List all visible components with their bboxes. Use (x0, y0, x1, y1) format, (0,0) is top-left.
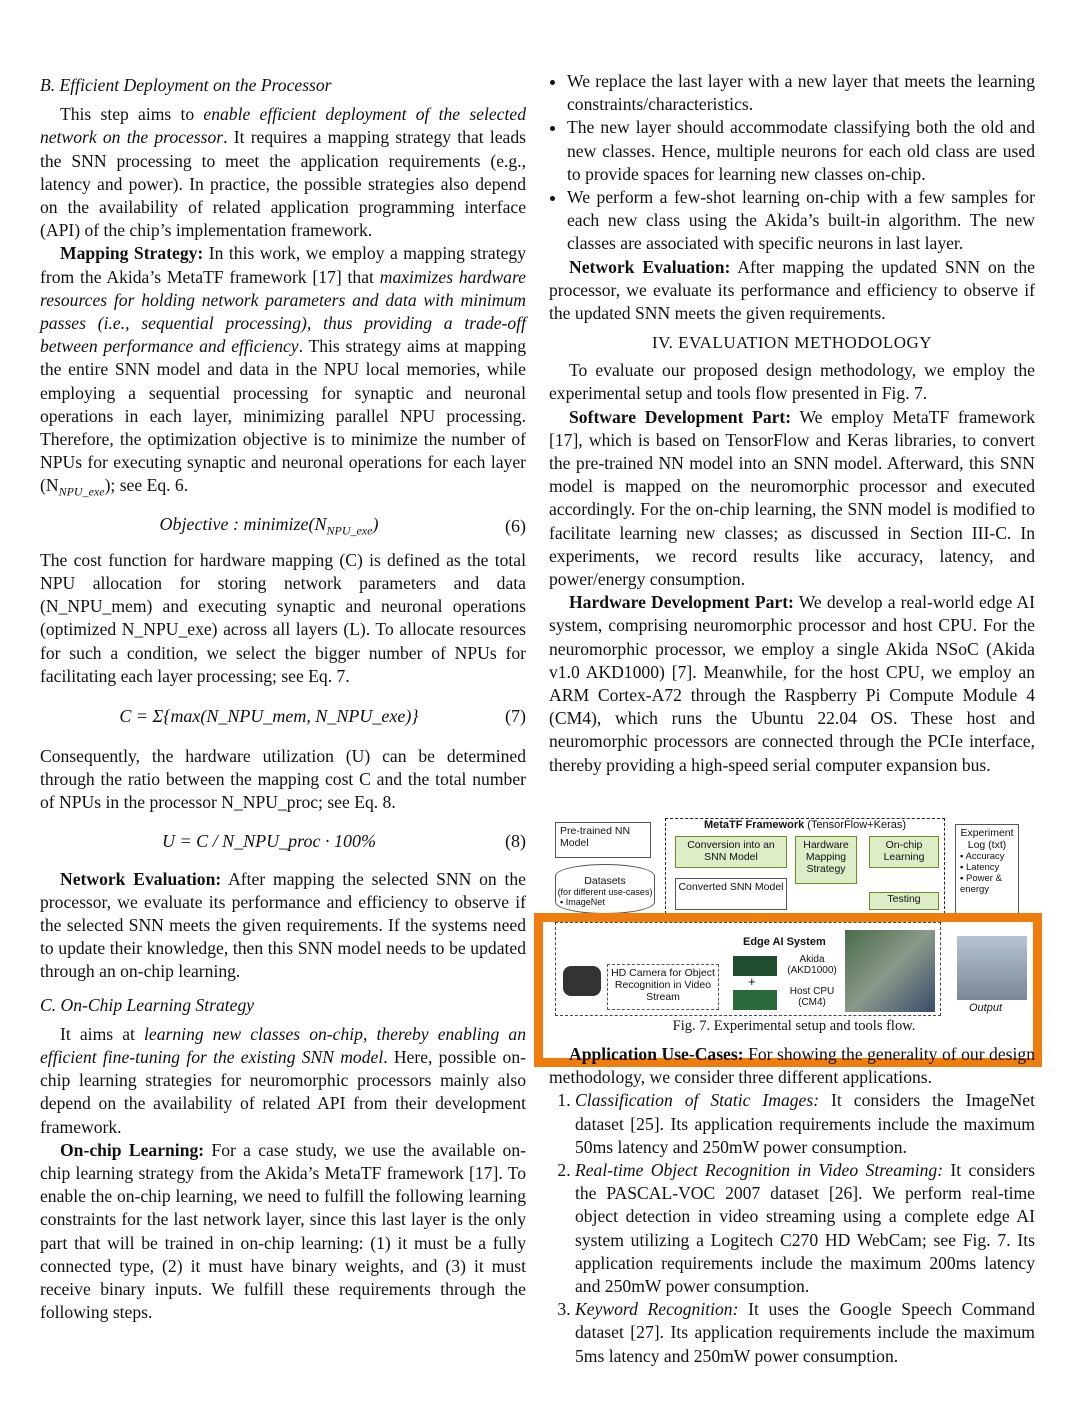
list-item: • We replace the last layer with a new layer that meets the learning constraints/characteristics. (567, 70, 1035, 116)
para-use-cases: Application Use-Cases: For showing the generality of our design methodology, we consider three different applications. (549, 1044, 1035, 1088)
list-item: • The new layer should accommodate classifying both the old and new classes. Hence, multiple neurons for each old class are used to provide spaces for learning new classes on-chip. (567, 116, 1035, 186)
left-column (40, 70, 526, 1324)
right-column-bottom (549, 1043, 1035, 1368)
system-photo (845, 930, 935, 1012)
plus-sign: + (748, 974, 756, 989)
figure-7 (553, 818, 1035, 1044)
steps-list (549, 70, 1035, 256)
output-photo (957, 936, 1027, 1000)
akida-label: Akida (AKD1000) (787, 954, 837, 976)
edge-ai-title: Edge AI System (743, 936, 826, 948)
para-onchip-strategy: It aims at learning new classes on-chip, thereby enabling an efficient fine-tuning for the existing SNN model. Here, possible on-chip learning strategies for neuromorphic processors mainly also depend on the availability of related API from their development framework. (40, 1023, 527, 1137)
output-label: Output (969, 1002, 1003, 1014)
equation-6: Objective : $minimize(N_{NPU\_exe})$ (6) (159, 514, 526, 538)
list-item: • We perform a few-shot learning on-chip with a few samples for each new class using the Akida’s built-in algorithm. The new classes are associated with specific neurons in last layer. (567, 186, 1035, 256)
testing-box: Testing (869, 892, 939, 910)
para-mapping-strategy: Mapping Strategy: In this work, we employ a mapping strategy from the Akida’s MetaTF framework [17] that maximizes hardware resources for holding network parameters and data with minimum passes (i.e., sequential processing), thus providing a trade-off between performance and efficiency. This strategy aims at mapping the entire SNN model and data in the NPU local memories, while employing a sequential processing for synaptic and neuronal operations in each layer, minimizing parallel NPU processing. Therefore, the optimization objective is to minimize the number of NPUs for executing synaptic and neuronal operations for each layer $(N_{NPU\_exe})$; see Eq. 6. (40, 243, 526, 499)
pretrained-box: Pre-trained NN Model (555, 822, 651, 858)
para-hardware: Hardware Development Part: We develop a real-world edge AI system, comprising neuromorphic processor and host CPU. For the neuromorphic processor, we employ a single Akida NSoC (Akida v1.0 AKD1000) [7]. Meanwhile, for the host CPU, we employ an ARM Cortex-A72 through the Raspberry Pi Compute Module 4 (CM4), which runs the Ubuntu 22.04 OS. These host and neuromorphic processors are connected through the PCIe interface, thereby providing a high-speed serial computer expansion bus. (549, 592, 1035, 775)
section-c-title: C. On-Chip Learning Strategy (40, 994, 255, 1015)
webcam-icon (563, 966, 601, 996)
converted-box: Converted SNN Model (675, 878, 787, 910)
equation-8: U = C / N_NPU_proc · 100% (8) (162, 830, 526, 851)
para-software: Software Development Part: We employ MetaTF framework [17], which is based on TensorFlow and Keras libraries, to convert the pre-trained NN model into an SNN model. Afterward, this SNN model is mapped on the neuromorphic processor and executed accordingly. For the on-chip learning, the SNN model is modified to facilitate learning new classes; as discussed in Section III-C. In experiments, we record results like accuracy, latency, and power/energy consumption. (549, 406, 1035, 590)
para-onchip-learning: On-chip Learning: For a case study, we use the available on-chip learning strategy from the Akida’s MetaTF framework [17]. To enable the on-chip learning, we need to fulfill the following learning constraints for the last network layer, since this last layer is the only part that will be trained in on-chip learning: (1) it must be a fully connected type, (2) it must have binary weights, and (3) it must receive binary inputs. We fulfill these requirements through the following steps. (40, 1139, 526, 1323)
section-b-title: B. Efficient Deployment on the Processor (40, 75, 332, 95)
para-evaluation: To evaluate our proposed design methodology, we employ the experimental setup and tools flow presented in Fig. 7. (549, 360, 1035, 404)
experiment-log-box: Experiment Log (txt) ▪ Accuracy ▪ Latency ▪ Power & energy (955, 824, 1019, 916)
right-column (549, 70, 1035, 777)
para-deployment: This step aims to enable efficient deployment of the selected network on the processor. It requires a mapping strategy that leads the SNN processing to meet the application requirements (e.g., latency and power). In practice, the possible strategies also depend on the availability of related application programming interface (API) of the chip’s implementation framework. (40, 104, 526, 241)
onchip-box: On-chip Learning (869, 836, 939, 868)
para-utilization: Consequently, the hardware utilization (U) can be determined through the ratio between the mapping cost C and the total number of NPUs in the processor N_NPU_proc; see Eq. 8. (40, 745, 526, 813)
cm4-board-icon (733, 990, 777, 1010)
para-network-evaluation-2: Network Evaluation: After mapping the updated SNN on the processor, we evaluate its performance and efficiency to observe if the updated SNN meets the given requirements. (549, 256, 1035, 324)
equation-7: C = Σ{max(N_NPU_mem, N_NPU_exe)} (7) (119, 705, 526, 726)
figure-caption: Fig. 7. Experimental setup and tools flow. (672, 1018, 916, 1034)
akida-board-icon (733, 956, 777, 976)
conversion-box: Conversion into an SNN Model (675, 836, 787, 868)
metatf-box: MetaTF Framework (TensorFlow+Keras) (665, 818, 945, 914)
hw-mapping-box: Hardware Mapping Strategy (795, 836, 857, 884)
list-item: 2. Real-time Object Recognition in Video Streaming: It considers the PASCAL-VOC 2007 dataset [26]. We perform real-time object detection in video streaming using a complete edge AI system utilizing a Logitech C270 HD WebCam; see Fig. 7. Its application requirements include the maximum 200ms latency and 250mW power consumption. (575, 1159, 1035, 1298)
section-iv-title: IV. EVALUATION METHODOLOGY (651, 333, 933, 353)
use-case-list (549, 1089, 1035, 1367)
para-network-evaluation: Network Evaluation: After mapping the selected SNN on the processor, we evaluate its performance and efficiency to observe if the selected SNN meets the given requirements. If the systems need to update their knowledge, then this SNN model needs to be updated through an on-chip learning. (40, 868, 526, 982)
list-item: 3. Keyword Recognition: It uses the Google Speech Command dataset [27]. Its application requirements include the maximum 5ms latency and 250mW power consumption. (575, 1298, 1035, 1368)
datasets-box: Datasets (for different use-cases) ▪ ImageNet (555, 864, 655, 914)
host-cpu-label: Host CPU (CM4) (789, 986, 835, 1008)
list-item: 1. Classification of Static Images: It considers the ImageNet dataset [25]. Its application requirements include the maximum 50ms latency and 250mW power consumption. (575, 1089, 1035, 1159)
camera-box: HD Camera for Object Recognition in Video Stream (607, 964, 719, 1010)
para-cost-function: The cost function for hardware mapping (C) is defined as the total NPU allocation for storing network parameters and data (N_NPU_mem) and executing synaptic and neuronal operations (optimized N_NPU_exe) across all layers (L). To allocate resources for such a condition, we select the bigger number of NPUs for facilitating each layer processing; see Eq. 7. (40, 549, 526, 686)
